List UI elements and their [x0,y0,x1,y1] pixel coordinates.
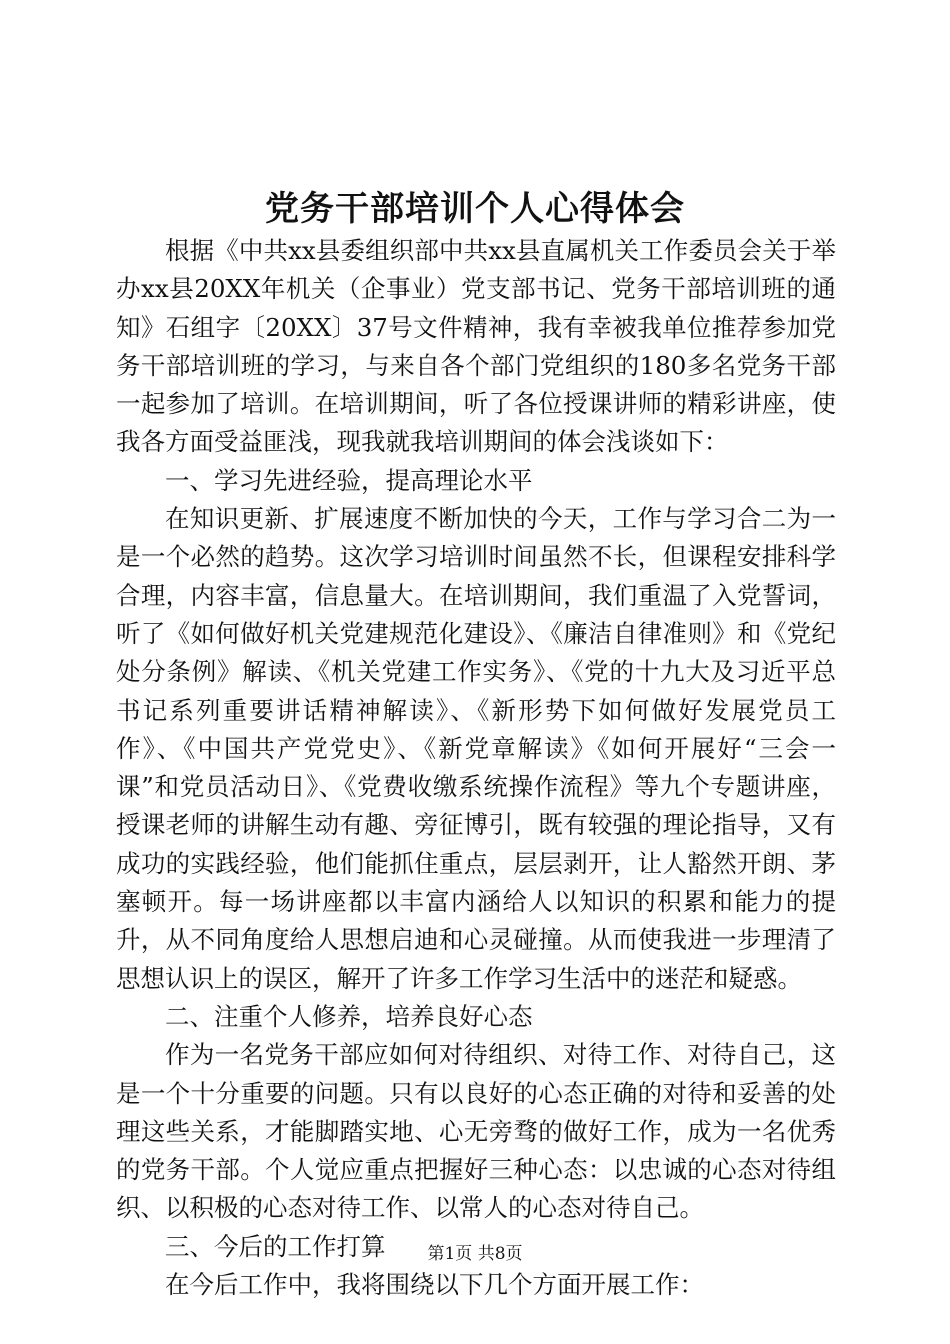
document-body [116,232,836,1304]
document-title: 党务干部培训个人心得体会 [265,189,685,229]
section-3-paragraph: 在今后工作中，我将围绕以下几个方面开展工作： [165,1270,704,1300]
section-1-paragraph: 在知识更新、扩展速度不断加快的今天，工作与学习合二为一是一个必然的趋势。这次学习培训时间虽然不长，但课程安排科学合理，内容丰富，信息量大。在培训期间，我们重温了入党誓词，听了《如何做好机关党建规范化建设》、《廉洁自律准则》和《党纪处分条例》解读、《机关党建工作实务》、《党的十九大及习近平总书记系列重要讲话精神解读》、《新形势下如何做好发展党员工作》、《中国共产党党史》、《新党章解读》《如何开展好“三会一课”和党员活动日》、《党费收缴系统操作流程》等九个专题讲座，授课老师的讲解生动有趣、旁征博引，既有较强的理论指导，又有成功的实践经验，他们能抓住重点，层层剥开，让人豁然开朗、茅塞顿开。每一场讲座都以丰富内涵给人以知识的积累和能力的提升，从不同角度给人思想启迪和心灵碰撞。从而使我进一步理清了思想认识上的误区，解开了许多工作学习生活中的迷茫和疑惑。 [116,504,836,993]
section-heading-1: 一、学习先进经验，提高理论水平 [165,465,533,495]
section-2-paragraph: 作为一名党务干部应如何对待组织、对待工作、对待自己，这是一个十分重要的问题。只有以良好的心态正确的对待和妥善的处理这些关系，才能脚踏实地、心无旁骛的做好工作，成为一名优秀的党务干部。个人觉应重点把握好三种心态：以忠诚的心态对待组织、以积极的心态对待工作、以常人的心态对待自己。 [116,1040,836,1223]
section-heading-3: 三、今后的工作打算 [165,1231,386,1261]
intro-paragraph: 根据《中共xx县委组织部中共xx县直属机关工作委员会关于举办xx县20XX年机关（企事业）党支部书记、党务干部培训班的通知》石组字〔20XX〕37号文件精神，我有幸被我单位推荐参加党务干部培训班的学习，与来自各个部门党组织的180多名党务干部一起参加了培训。在培训期间，听了各位授课讲师的精彩讲座，使我各方面受益匪浅，现我就我培训期间的体会浅谈如下： [116,236,836,457]
section-heading-2: 二、注重个人修养，培养良好心态 [165,1001,533,1031]
page-number-footer: 第1页 共8页 [427,1244,523,1264]
